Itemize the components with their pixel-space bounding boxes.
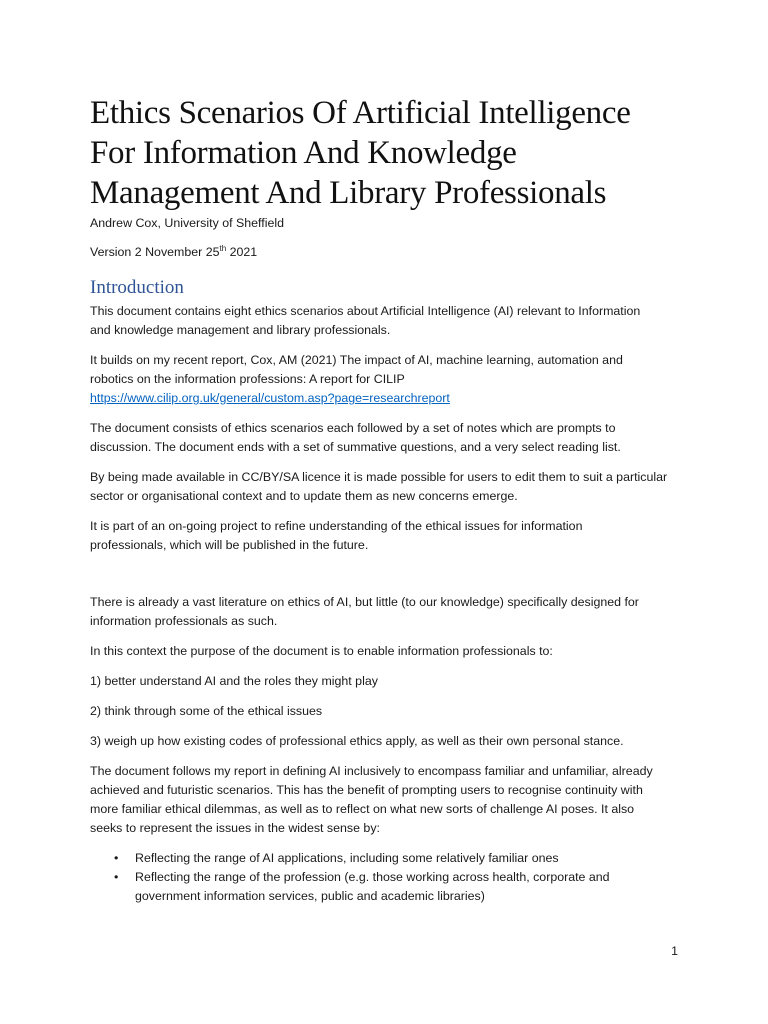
- paragraph-line: information professionals as such.: [90, 614, 278, 628]
- version-line: [90, 244, 690, 260]
- paragraph-line: discussion. The document ends with a set of summative questions, and a very select reading list.: [90, 440, 621, 454]
- paragraph-line: seeks to represent the issues in the widest sense by:: [90, 821, 380, 835]
- numbered-point: 1) better understand AI and the roles they might play: [90, 674, 378, 688]
- paragraph-line: There is already a vast literature on ethics of AI, but little (to our knowledge) specifically designed for: [90, 595, 639, 609]
- paragraph: [90, 593, 690, 631]
- paragraph-line: robotics on the information professions: A report for CILIP: [90, 372, 405, 386]
- bullet-line: Reflecting the range of the profession (e.g. those working across health, corporate and: [135, 870, 610, 884]
- bullet-icon: •: [114, 870, 119, 884]
- paragraph-line: more familiar ethical dilemmas, as well as to reflect on what new sorts of challenge AI poses. It also: [90, 802, 635, 816]
- paragraph: [90, 468, 690, 506]
- bullet-item: [90, 868, 690, 906]
- document-title: [90, 93, 690, 213]
- paragraph-line: This document contains eight ethics scenarios about Artificial Intelligence (AI) relevant to Information: [90, 304, 641, 318]
- paragraph: [90, 351, 690, 408]
- paragraph-line: and knowledge management and library professionals.: [90, 323, 391, 337]
- bullet-line: Reflecting the range of AI applications, including some relatively familiar ones: [135, 851, 559, 865]
- title-line: For Information And Knowledge: [90, 135, 517, 171]
- paragraph: [90, 517, 690, 555]
- numbered-point: 2) think through some of the ethical issues: [90, 704, 323, 718]
- bullet-icon: •: [114, 851, 119, 865]
- paragraph-line: By being made available in CC/BY/SA licence it is made possible for users to edit them to suit a particular: [90, 470, 668, 484]
- section-heading-introduction: Introduction: [90, 277, 184, 298]
- paragraph-line: professionals, which will be published in the future.: [90, 538, 369, 552]
- bullet-list: [90, 849, 690, 906]
- paragraph-line: The document follows my report in defining AI inclusively to encompass familiar and unfamiliar, already: [90, 764, 653, 778]
- bullet-item: [90, 849, 690, 868]
- version-suffix: 2021: [226, 245, 258, 259]
- cilip-report-link[interactable]: https://www.cilip.org.uk/general/custom.asp?page=researchreport: [90, 391, 450, 405]
- page-number: 1: [671, 944, 678, 958]
- paragraph-line: achieved and futuristic scenarios. This has the benefit of prompting users to recognise continuity with: [90, 783, 643, 797]
- paragraph: [90, 302, 690, 340]
- version-prefix: Version 2 November 25: [90, 245, 220, 259]
- numbered-point: 3) weigh up how existing codes of professional ethics apply, as well as their own personal stance.: [90, 734, 624, 748]
- paragraph-line: The document consists of ethics scenarios each followed by a set of notes which are prompts to: [90, 421, 616, 435]
- paragraph: In this context the purpose of the document is to enable information professionals to:: [90, 644, 553, 658]
- title-line: Management And Library Professionals: [90, 175, 607, 211]
- bullet-line: government information services, public and academic libraries): [135, 889, 485, 903]
- blank-spacer: [90, 566, 690, 593]
- version-superscript: th: [219, 244, 227, 253]
- paragraph: [90, 419, 690, 457]
- paragraph-line: It builds on my recent report, Cox, AM (2021) The impact of AI, machine learning, automation and: [90, 353, 623, 367]
- paragraph-line: It is part of an on-going project to refine understanding of the ethical issues for information: [90, 519, 583, 533]
- title-line: Ethics Scenarios Of Artificial Intelligence: [90, 95, 631, 131]
- document-page: [90, 93, 690, 906]
- paragraph-line: sector or organisational context and to update them as new concerns emerge.: [90, 489, 518, 503]
- paragraph: [90, 762, 690, 838]
- author-line: Andrew Cox, University of Sheffield: [90, 216, 284, 230]
